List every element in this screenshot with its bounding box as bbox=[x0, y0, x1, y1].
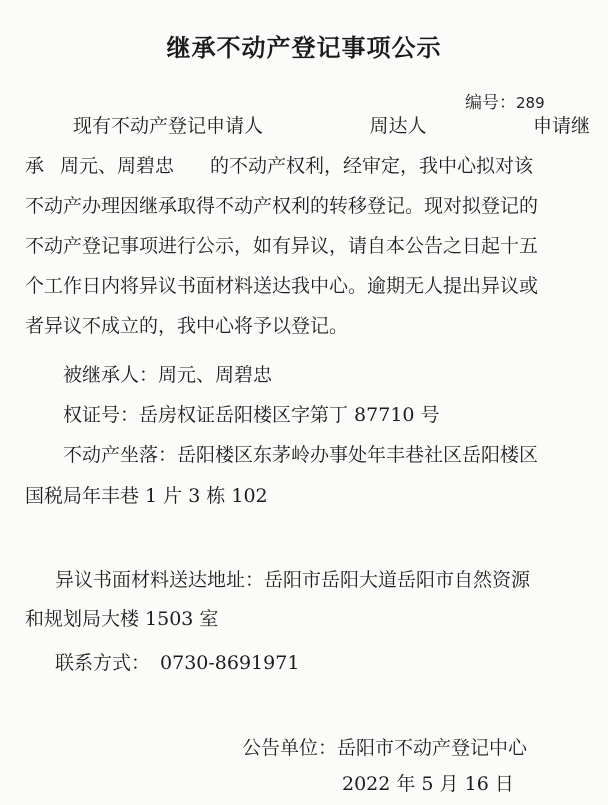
issuer-row bbox=[242, 733, 527, 760]
applicant-name: 周达人 bbox=[369, 115, 427, 137]
address-row-cont bbox=[25, 604, 218, 631]
location-label: 不动产坐落： bbox=[63, 444, 178, 466]
notice-line-5 bbox=[25, 266, 590, 306]
inherited-person-row bbox=[63, 360, 272, 387]
serial-label: 编号： bbox=[465, 93, 516, 113]
notice-line-4 bbox=[25, 226, 590, 266]
date-value: 2022 年 5 月 16 日 bbox=[342, 773, 514, 795]
notice-text: 者异议不成立的，我中心将予以登记。 bbox=[25, 315, 349, 337]
certificate-value: 岳房权证岳阳楼区字第丁 87710 号 bbox=[139, 404, 440, 426]
notice-text: 申请继 bbox=[532, 115, 590, 137]
location-value: 岳阳楼区东茅岭办事处年丰巷社区岳阳楼区 bbox=[177, 444, 539, 466]
contact-row bbox=[55, 648, 299, 675]
page-title: 继承不动产登记事项公示 bbox=[166, 34, 442, 62]
address-value: 岳阳市岳阳大道岳阳市自然资源 bbox=[264, 569, 531, 591]
notice-text: 承 bbox=[25, 155, 45, 177]
contact-label: 联系方式： bbox=[55, 652, 151, 674]
notice-text: 不动产办理因继承取得不动产权利的转移登记。现对拟登记的 bbox=[25, 195, 539, 217]
notice-line-2 bbox=[25, 146, 590, 186]
notice-line-1 bbox=[25, 106, 590, 146]
notice-paragraph bbox=[25, 106, 590, 346]
location-row bbox=[63, 440, 538, 467]
notice-text: 不动产登记事项进行公示，如有异议，请自本公告之日起十五 bbox=[25, 235, 539, 257]
serial-value: 289 bbox=[516, 94, 545, 112]
decedent-names: 周元、周碧忠 bbox=[60, 155, 175, 177]
notice-date bbox=[342, 769, 514, 796]
location-value-cont: 国税局年丰巷 1 片 3 栋 102 bbox=[25, 485, 268, 507]
notice-text: 现有不动产登记申请人 bbox=[73, 115, 264, 137]
certificate-label: 权证号： bbox=[63, 404, 140, 426]
address-value-cont: 和规划局大楼 1503 室 bbox=[25, 608, 219, 630]
certificate-row bbox=[63, 400, 440, 427]
issuer-value: 岳阳市不动产登记中心 bbox=[337, 737, 528, 759]
contact-value: 0730-8691971 bbox=[160, 652, 300, 674]
address-label: 异议书面材料送达地址： bbox=[55, 569, 265, 591]
issuer-label: 公告单位： bbox=[242, 737, 338, 759]
inherited-label: 被继承人： bbox=[63, 364, 159, 386]
notice-text: 的不动产权利，经审定，我中心拟对该 bbox=[210, 155, 534, 177]
inherited-value: 周元、周碧忠 bbox=[158, 364, 273, 386]
notice-line-6 bbox=[25, 306, 590, 346]
address-row bbox=[55, 565, 530, 592]
location-row-cont bbox=[25, 481, 268, 508]
notice-text: 个工作日内将异议书面材料送达我中心。逾期无人提出异议或 bbox=[25, 275, 539, 297]
notice-line-3 bbox=[25, 186, 590, 226]
